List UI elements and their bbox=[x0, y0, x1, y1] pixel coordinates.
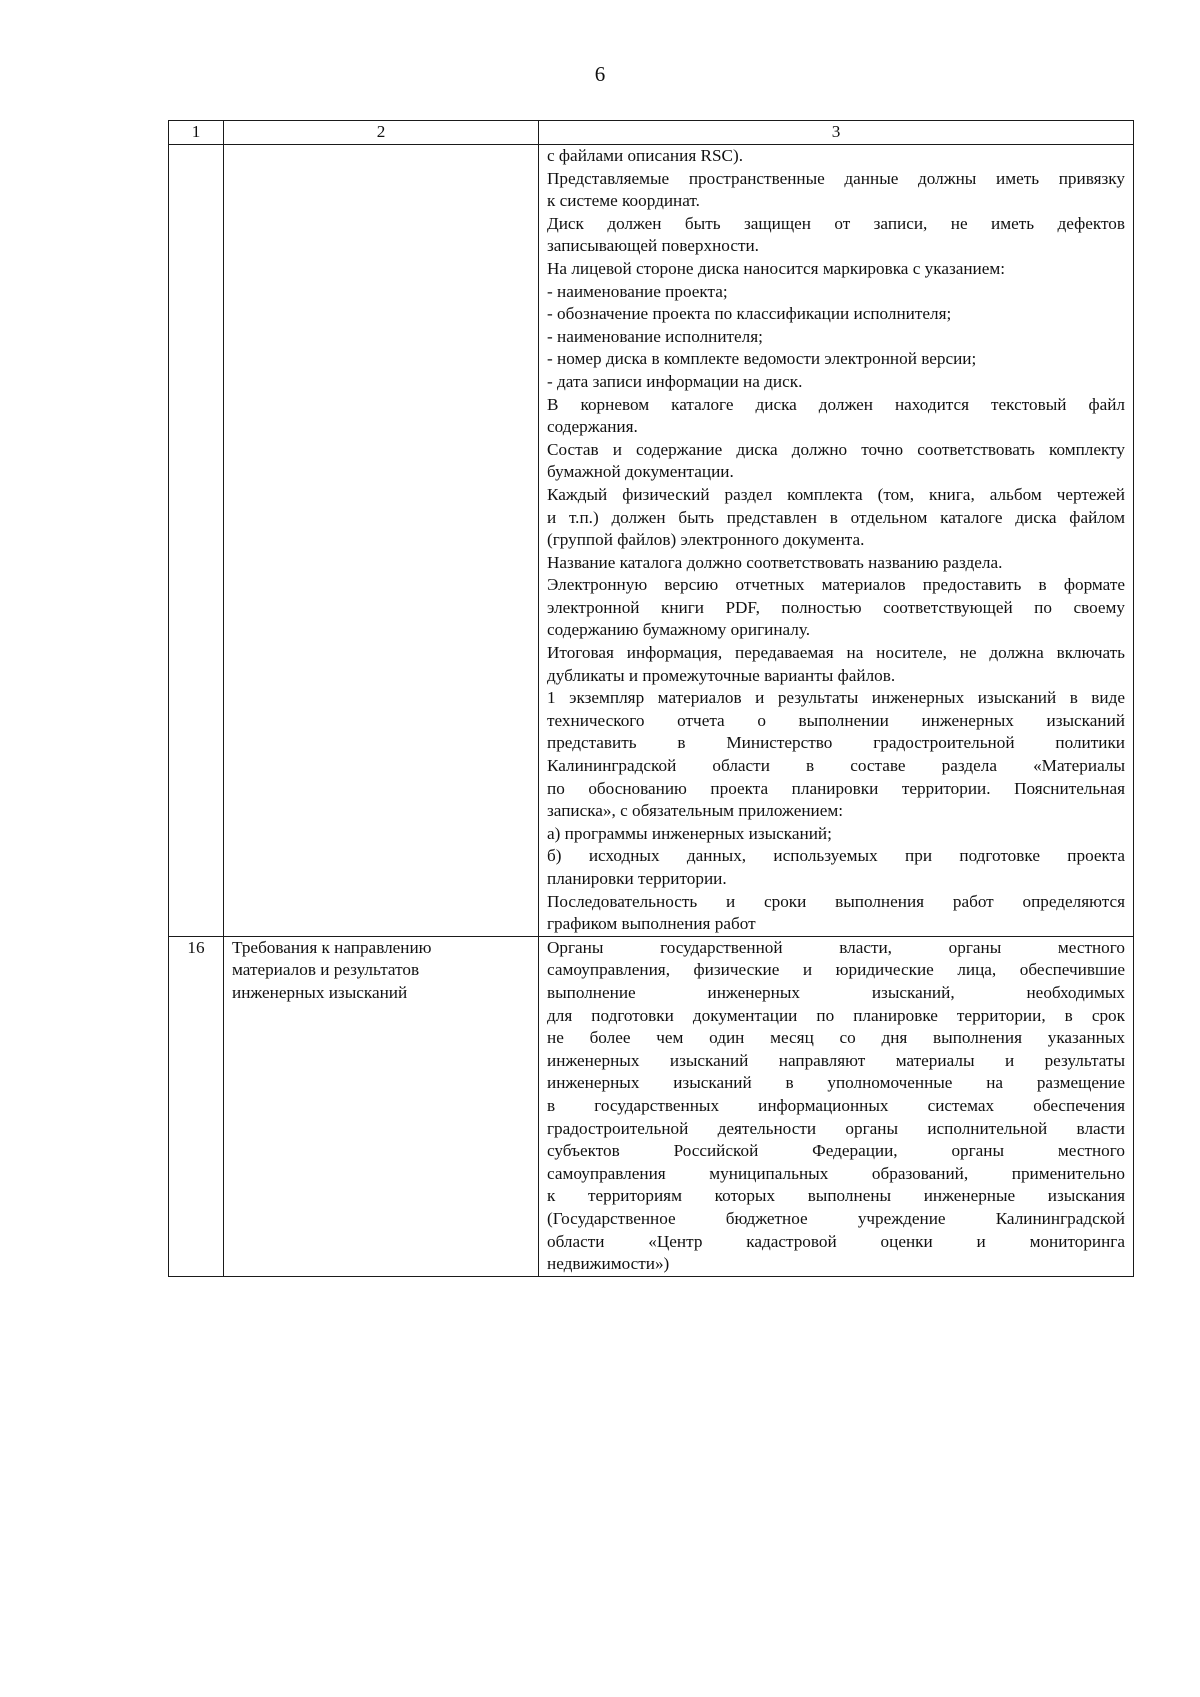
text-line: содержанию бумажному оригиналу. bbox=[547, 620, 811, 640]
text-line: с файлами описания RSC). bbox=[547, 146, 744, 165]
row-name-line: материалов и результатов bbox=[232, 960, 420, 980]
text-line: - номер диска в комплекте ведомости электронной версии; bbox=[547, 349, 977, 369]
text-line: Органы государственной власти, органы местного bbox=[547, 937, 1125, 957]
text-line: (Государственное бюджетное учреждение Калининградской bbox=[547, 1208, 1125, 1228]
text-line: градостроительной деятельности органы исполнительной власти bbox=[547, 1118, 1125, 1138]
text-line: дубликаты и промежуточные варианты файлов. bbox=[547, 665, 896, 685]
text-line: В корневом каталоге диска должен находится текстовый файл bbox=[547, 394, 1125, 414]
text-line: Итоговая информация, передаваемая на носителе, не должна включать bbox=[547, 643, 1125, 663]
text-line: для подготовки документации по планировке территории, в срок bbox=[547, 1005, 1125, 1025]
text-line: Представляемые пространственные данные должны иметь привязку bbox=[547, 168, 1125, 188]
text-line: представить в Министерство градостроительной политики bbox=[547, 733, 1125, 753]
table-row-continuation bbox=[169, 145, 1134, 937]
text-line: - обозначение проекта по классификации исполнителя; bbox=[547, 304, 952, 324]
text-line: к территориям которых выполнены инженерные изыскания bbox=[547, 1186, 1125, 1206]
text-line: Каждый физический раздел комплекта (том, книга, альбом чертежей bbox=[547, 484, 1125, 504]
row-number-cell bbox=[169, 145, 224, 937]
text-line: бумажной документации. bbox=[547, 462, 734, 482]
text-line: Диск должен быть защищен от записи, не иметь дефектов bbox=[547, 213, 1125, 233]
row-name-cell bbox=[224, 145, 539, 937]
text-line: планировки территории. bbox=[547, 869, 727, 888]
text-line: и т.п.) должен быть представлен в отдельном каталоге диска файлом bbox=[547, 507, 1125, 527]
row-number-cell: 16 bbox=[169, 936, 224, 1276]
text-line: к системе координат. bbox=[547, 191, 700, 211]
text-line: выполнение инженерных изысканий, необходимых bbox=[547, 982, 1125, 1002]
text-line: Последовательность и сроки выполнения работ определяются bbox=[547, 891, 1125, 911]
text-line: по обоснованию проекта планировки территории. Пояснительная bbox=[547, 778, 1125, 798]
text-line: - наименование проекта; bbox=[547, 281, 728, 301]
text-line: (группой файлов) электронного документа. bbox=[547, 530, 865, 550]
text-line: На лицевой стороне диска наносится маркировка с указанием: bbox=[547, 258, 1006, 278]
text-line: Название каталога должно соответствовать названию раздела. bbox=[547, 552, 1003, 572]
text-line: а) программы инженерных изысканий; bbox=[547, 823, 832, 843]
text-line: инженерных изысканий направляют материалы и результаты bbox=[547, 1050, 1125, 1070]
text-line: Состав и содержание диска должно точно соответствовать комплекту bbox=[547, 439, 1125, 459]
text-line: не более чем один месяц со дня выполнения указанных bbox=[547, 1028, 1125, 1048]
text-line: записка», с обязательным приложением: bbox=[547, 801, 843, 821]
text-line: инженерных изысканий в уполномоченные на размещение bbox=[547, 1073, 1125, 1093]
text-line: технического отчета о выполнении инженерных изысканий bbox=[547, 710, 1125, 730]
text-line: Электронную версию отчетных материалов предоставить в формате bbox=[547, 575, 1125, 595]
text-line: б) исходных данных, используемых при подготовке проекта bbox=[547, 846, 1125, 866]
text-line: субъектов Российской Федерации, органы местного bbox=[547, 1141, 1125, 1161]
page-number: 6 bbox=[594, 62, 606, 86]
text-line: самоуправления, физические и юридические лица, обеспечившие bbox=[547, 960, 1125, 980]
text-line: электронной книги PDF, полностью соответствующей по своему bbox=[547, 597, 1125, 617]
table-row-16 bbox=[169, 936, 1134, 1276]
text-line: Калининградской области в составе раздела «Материалы bbox=[547, 756, 1125, 776]
row-content-cell bbox=[539, 145, 1134, 937]
text-line: графиком выполнения работ bbox=[547, 914, 756, 934]
row-content-cell bbox=[539, 936, 1134, 1276]
row-name-line: инженерных изысканий bbox=[232, 982, 408, 1002]
text-line: 1 экземпляр материалов и результаты инженерных изысканий в виде bbox=[547, 688, 1125, 708]
requirements-table bbox=[168, 120, 1134, 1277]
text-line: - дата записи информации на диск. bbox=[547, 371, 803, 391]
column-header-2: 2 bbox=[224, 121, 539, 145]
text-line: содержания. bbox=[547, 417, 638, 437]
text-line: в государственных информационных системах обеспечения bbox=[547, 1095, 1125, 1115]
row-name-line: Требования к направлению bbox=[232, 937, 432, 957]
column-header-3: 3 bbox=[539, 121, 1134, 145]
text-line: недвижимости») bbox=[547, 1254, 670, 1274]
text-line: - наименование исполнителя; bbox=[547, 326, 763, 346]
table-header-row bbox=[169, 121, 1134, 145]
row-name-cell bbox=[224, 936, 539, 1276]
text-line: области «Центр кадастровой оценки и мониторинга bbox=[547, 1231, 1125, 1251]
text-line: самоуправления муниципальных образований, применительно bbox=[547, 1163, 1125, 1183]
text-line: записывающей поверхности. bbox=[547, 236, 759, 256]
column-header-1: 1 bbox=[169, 121, 224, 145]
